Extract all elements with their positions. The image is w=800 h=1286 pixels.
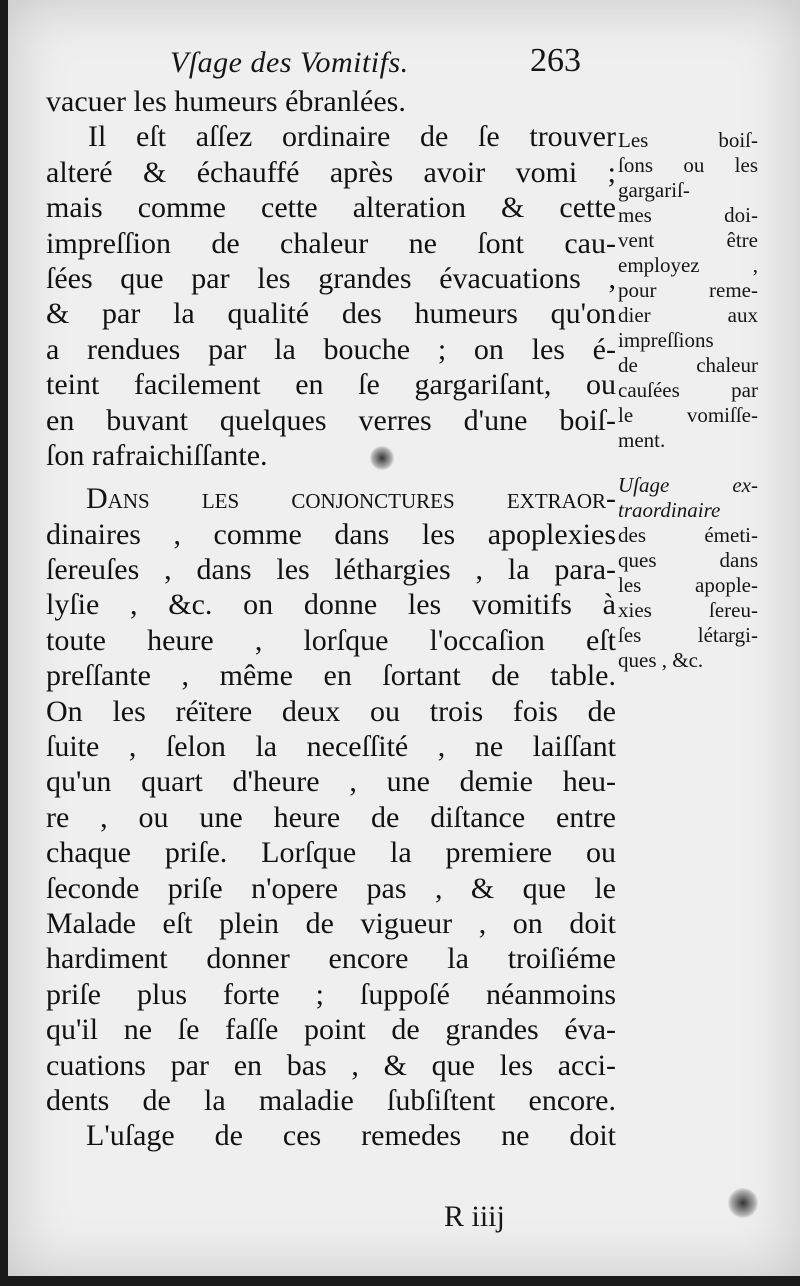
margin-note-line: vent être (618, 228, 758, 252)
margin-note-line: employez , (618, 253, 758, 277)
text-line: preſſante , même en ſortant de table. (46, 659, 616, 693)
margin-note-line: pour reme- (618, 278, 758, 302)
margin-note-line: traordinaire (618, 498, 721, 522)
signature-mark: R iiij (444, 1200, 505, 1233)
margin-note-line: des émeti- (618, 523, 758, 547)
margin-note-line: dier aux (618, 303, 758, 327)
text-line: mais comme cette alteration & cette (46, 191, 616, 225)
running-title: Vſage des Vomitifs. (170, 46, 409, 79)
margin-note-line: ment. (618, 428, 666, 452)
ink-smudge (370, 446, 394, 470)
margin-note-line: ſons ou les (618, 153, 758, 177)
margin-note-line: de chaleur (618, 353, 758, 377)
margin-note-line: gargariſ- (618, 178, 690, 202)
text-line: Dans les conjonctures extraor- (86, 482, 616, 516)
margin-note-line: cauſées par (618, 378, 758, 402)
text-line: vacuer les humeurs ébranlées. (46, 85, 406, 118)
margin-note-line: les apople- (618, 573, 758, 597)
text-line: Il eſt aſſez ordinaire de ſe trouver (88, 120, 616, 154)
text-line: On les réïtere deux ou trois fois de (46, 694, 616, 728)
margin-note-line: ſes létargi- (618, 623, 758, 647)
main-text-block (46, 84, 616, 1154)
margin-note-line: ques dans (618, 548, 758, 572)
text-line: toute heure , lorſque l'occaſion eſt (46, 623, 616, 657)
margin-note-line: ques , &c. (618, 648, 704, 672)
text-line: chaque priſe. Lorſque la premiere ou (46, 836, 616, 870)
text-line: dents de la maladie ſubſiſtent encore. (46, 1083, 616, 1117)
text-line: dinaires , comme dans les apoplexies (46, 517, 616, 551)
text-line: priſe plus forte ; ſuppoſé néanmoins (46, 977, 616, 1011)
margin-note-line: xies ſereu- (618, 598, 758, 622)
margin-note-line: Les boiſ- (618, 128, 758, 152)
text-line: L'uſage de ces remedes ne doit (86, 1119, 616, 1153)
text-line: alteré & échauffé après avoir vomi ; (46, 155, 616, 189)
page-number: 263 (530, 42, 581, 79)
margin-notes (618, 128, 758, 673)
text-line: ſeconde priſe n'opere pas , & que le (46, 871, 616, 905)
margin-note-line: le vomiſſe- (618, 403, 758, 427)
text-line: Malade eſt plein de vigueur , on doit (46, 906, 616, 940)
text-line: cuations par en bas , & que les acci- (46, 1048, 616, 1082)
margin-note-line: mes doi- (618, 203, 758, 227)
text-line: a rendues par la bouche ; on les é- (46, 332, 616, 366)
text-line: en buvant quelques verres d'une boiſ- (46, 403, 616, 437)
margin-note-line: Uſage ex- (618, 473, 758, 497)
text-line: hardiment donner encore la troiſiéme (46, 942, 616, 976)
text-line: lyſie , &c. on donne les vomitifs à (46, 588, 616, 622)
book-page (8, 0, 800, 1276)
margin-note-line: impreſſions (618, 328, 714, 352)
text-line: ſon rafraichiſſante. (46, 438, 268, 472)
text-line: impreſſion de chaleur ne ſont cau- (46, 226, 616, 260)
text-line: teint facilement en ſe gargariſant, ou (46, 368, 616, 402)
margin-note-gap (618, 453, 758, 473)
text-line: ſées que par les grandes évacuations , (46, 261, 616, 295)
text-line: qu'un quart d'heure , une demie heu- (46, 765, 616, 799)
text-line: ſuite , ſelon la neceſſité , ne laiſſant (46, 730, 616, 764)
text-line: & par la qualité des humeurs qu'on (46, 297, 616, 331)
paragraph-spacer (46, 473, 616, 481)
ink-smudge (728, 1188, 758, 1218)
text-line: ſereuſes , dans les léthargies , la para- (46, 553, 616, 587)
text-line: qu'il ne ſe faſſe point de grandes éva- (46, 1013, 616, 1047)
text-line: re , ou une heure de diſtance entre (46, 800, 616, 834)
page-header (8, 40, 800, 90)
